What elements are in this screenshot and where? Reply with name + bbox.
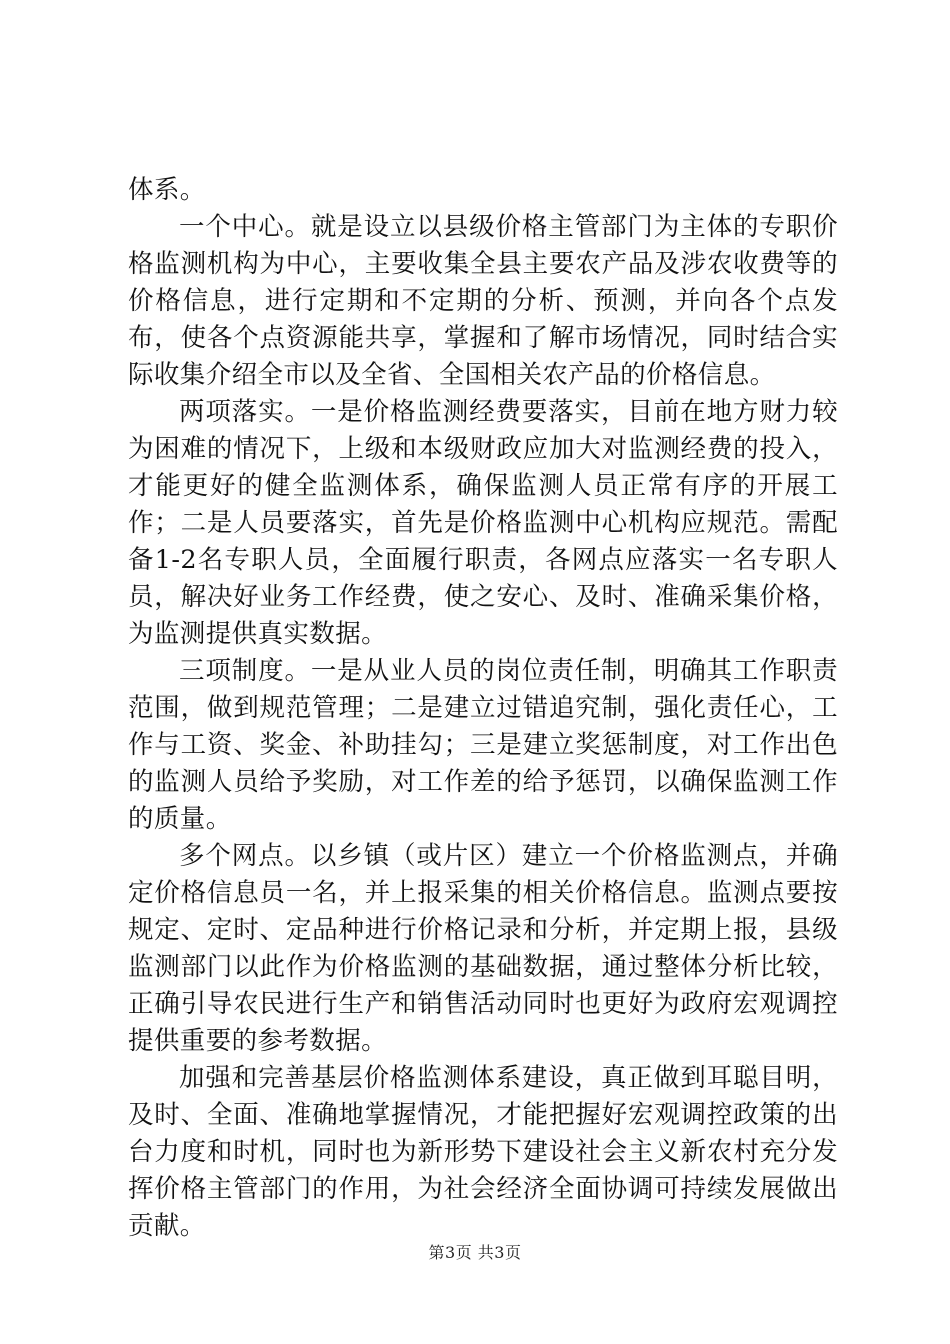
paragraph-three-systems: 三项制度。一是从业人员的岗位责任制，明确其工作职责范围，做到规范管理；二是建立过错追究制，强化责任心，工作与工资、奖金、补助挂勾；三是建立奖惩制度，对工作出色的监测人员给予奖励，对工作差的给予惩罚，以确保监测工作的质量。 (128, 656, 838, 834)
paragraph-continuation: 体系。 (128, 175, 206, 205)
paragraph-one-center: 一个中心。就是设立以县级价格主管部门为主体的专职价格监测机构为中心，主要收集全县主要农产品及涉农收费等的价格信息，进行定期和不定期的分析、预测，并向各个点发布，使各个点资源能共享，掌握和了解市场情况，同时结合实际收集介绍全市以及全省、全国相关农产品的价格信息。 (128, 212, 838, 390)
page-number-footer: 第3页 共3页 (428, 1243, 522, 1262)
document-body (128, 172, 838, 1245)
paragraph-multiple-points: 多个网点。以乡镇（或片区）建立一个价格监测点，并确定价格信息员一名，并上报采集的相关价格信息。监测点要按规定、定时、定品种进行价格记录和分析，并定期上报，县级监测部门以此作为价格监测的基础数据，通过整体分析比较，正确引导农民进行生产和销售活动同时也更好为政府宏观调控提供重要的参考数据。 (128, 841, 838, 1056)
paragraph-two-implementations: 两项落实。一是价格监测经费要落实，目前在地方财力较为困难的情况下，上级和本级财政应加大对监测经费的投入，才能更好的健全监测体系，确保监测人员正常有序的开展工作；二是人员要落实，首先是价格监测中心机构应规范。需配备1-2名专职人员，全面履行职责，各网点应落实一名专职人员，解决好业务工作经费，使之安心、及时、准确采集价格，为监测提供真实数据。 (128, 397, 838, 649)
paragraph-conclusion: 加强和完善基层价格监测体系建设，真正做到耳聪目明，及时、全面、准确地掌握情况，才能把握好宏观调控政策的出台力度和时机，同时也为新形势下建设社会主义新农村充分发挥价格主管部门的作用，为社会经济全面协调可持续发展做出贡献。 (128, 1063, 838, 1241)
